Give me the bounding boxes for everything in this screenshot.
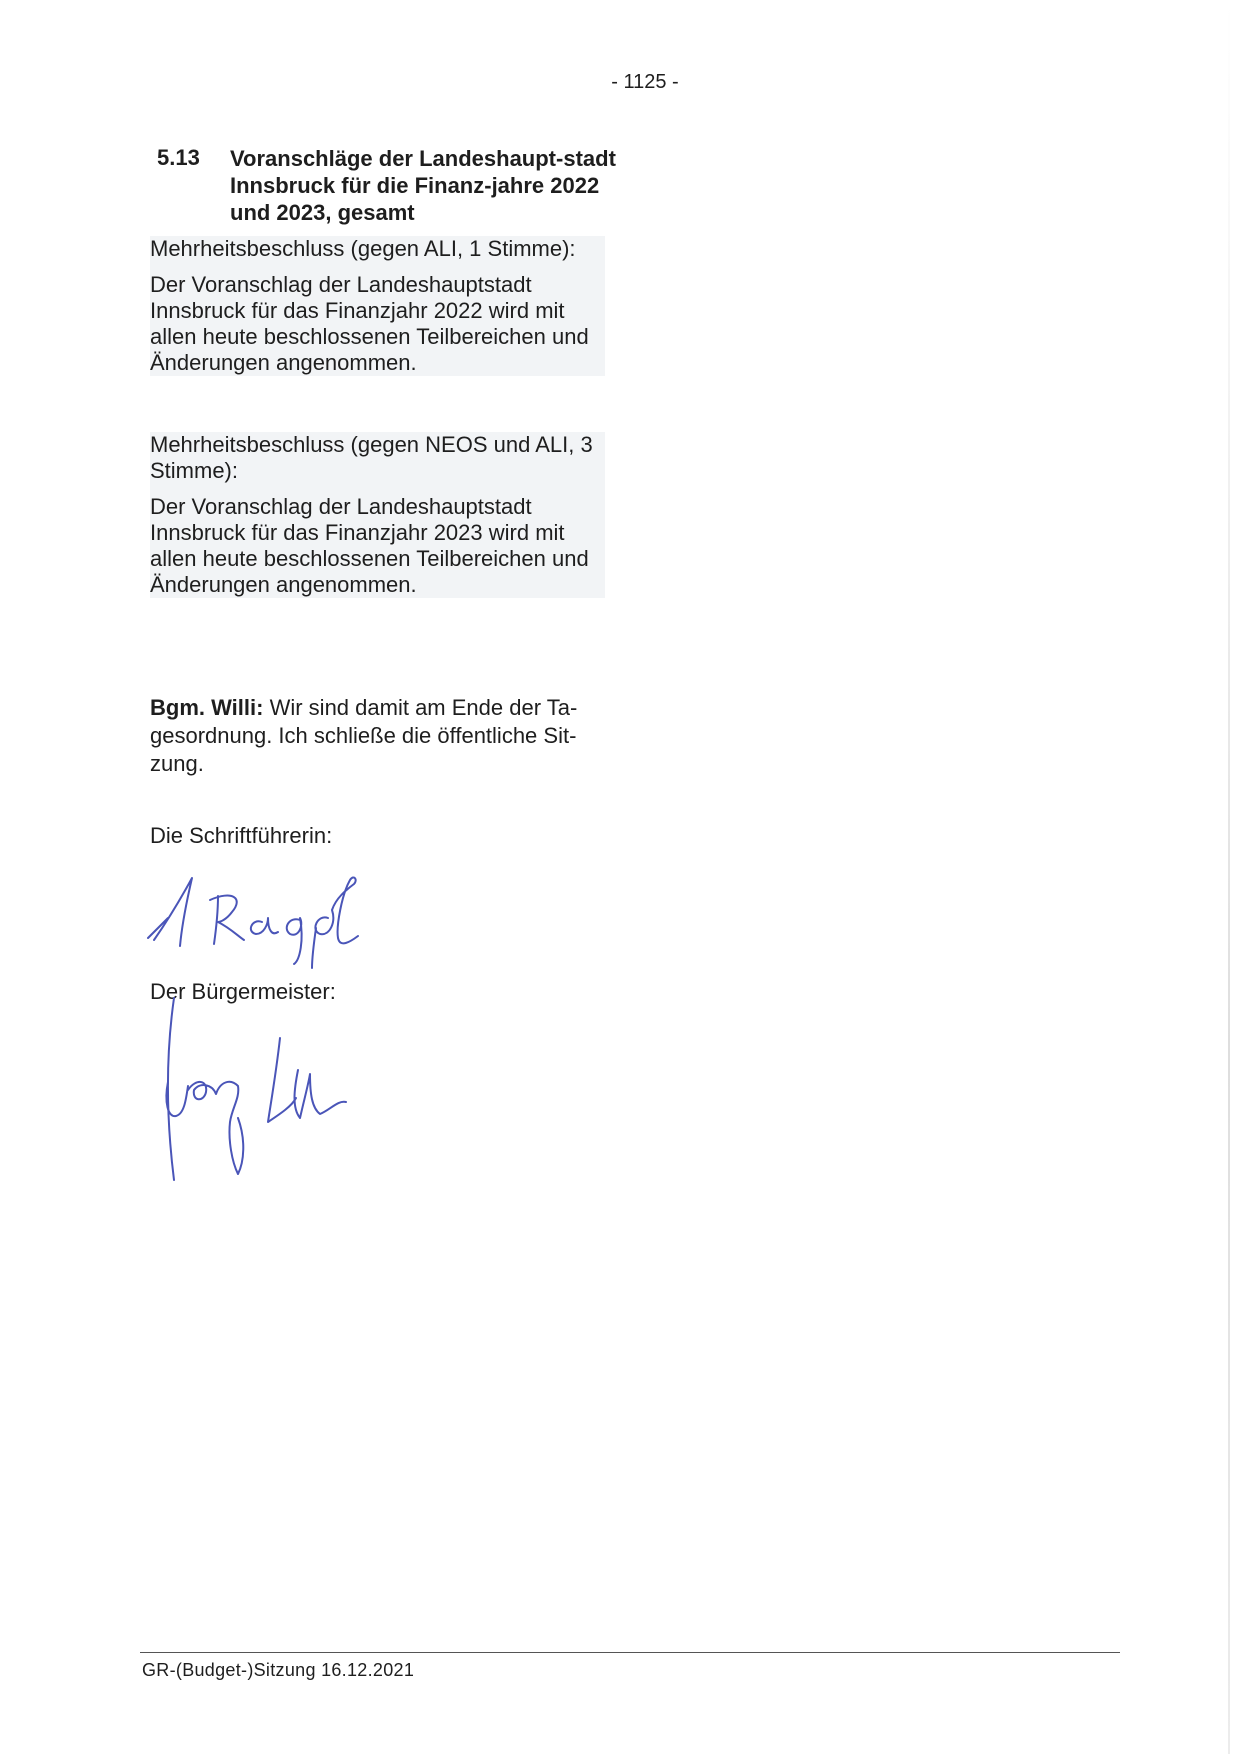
page-number: - 1125 - [611, 71, 679, 93]
footer-session: GR-(Budget-)Sitzung 16.12.2021 [142, 1660, 415, 1680]
closing-text: Wir sind damit am Ende der Ta-gesordnung. Ich schließe die öffentliche Sit-zung. [150, 695, 578, 776]
scan-edge [1228, 0, 1230, 1754]
mayor-signature [140, 990, 400, 1190]
resolution-text: Der Voranschlag der Landeshauptstadt Innsbruck für das Finanzjahr 2022 wird mit allen heute beschlossenen Teilbereichen und Änderungen angenommen. [150, 272, 589, 375]
resolution-vote: Mehrheitsbeschluss (gegen NEOS und ALI, 3 Stimme): [150, 432, 593, 483]
recorder-label: Die Schriftführerin: [150, 823, 333, 848]
resolution-block-2023 [150, 432, 605, 598]
resolution-block-2022 [150, 236, 605, 376]
section-number: 5.13 [157, 145, 200, 170]
mayor-label: Der Bürgermeister: [150, 979, 336, 1004]
speaker-name: Bgm. Willi: [150, 695, 264, 720]
recorder-signature [140, 860, 400, 970]
resolution-vote: Mehrheitsbeschluss (gegen ALI, 1 Stimme): [150, 236, 576, 261]
footer-rule [140, 1652, 1120, 1653]
section-title: Voranschläge der Landeshaupt-stadt Innsbruck für die Finanz-jahre 2022 und 2023, gesamt [230, 146, 616, 225]
closing-statement [150, 694, 605, 778]
resolution-text: Der Voranschlag der Landeshauptstadt Innsbruck für das Finanzjahr 2023 wird mit allen heute beschlossenen Teilbereichen und Änderungen angenommen. [150, 494, 589, 597]
